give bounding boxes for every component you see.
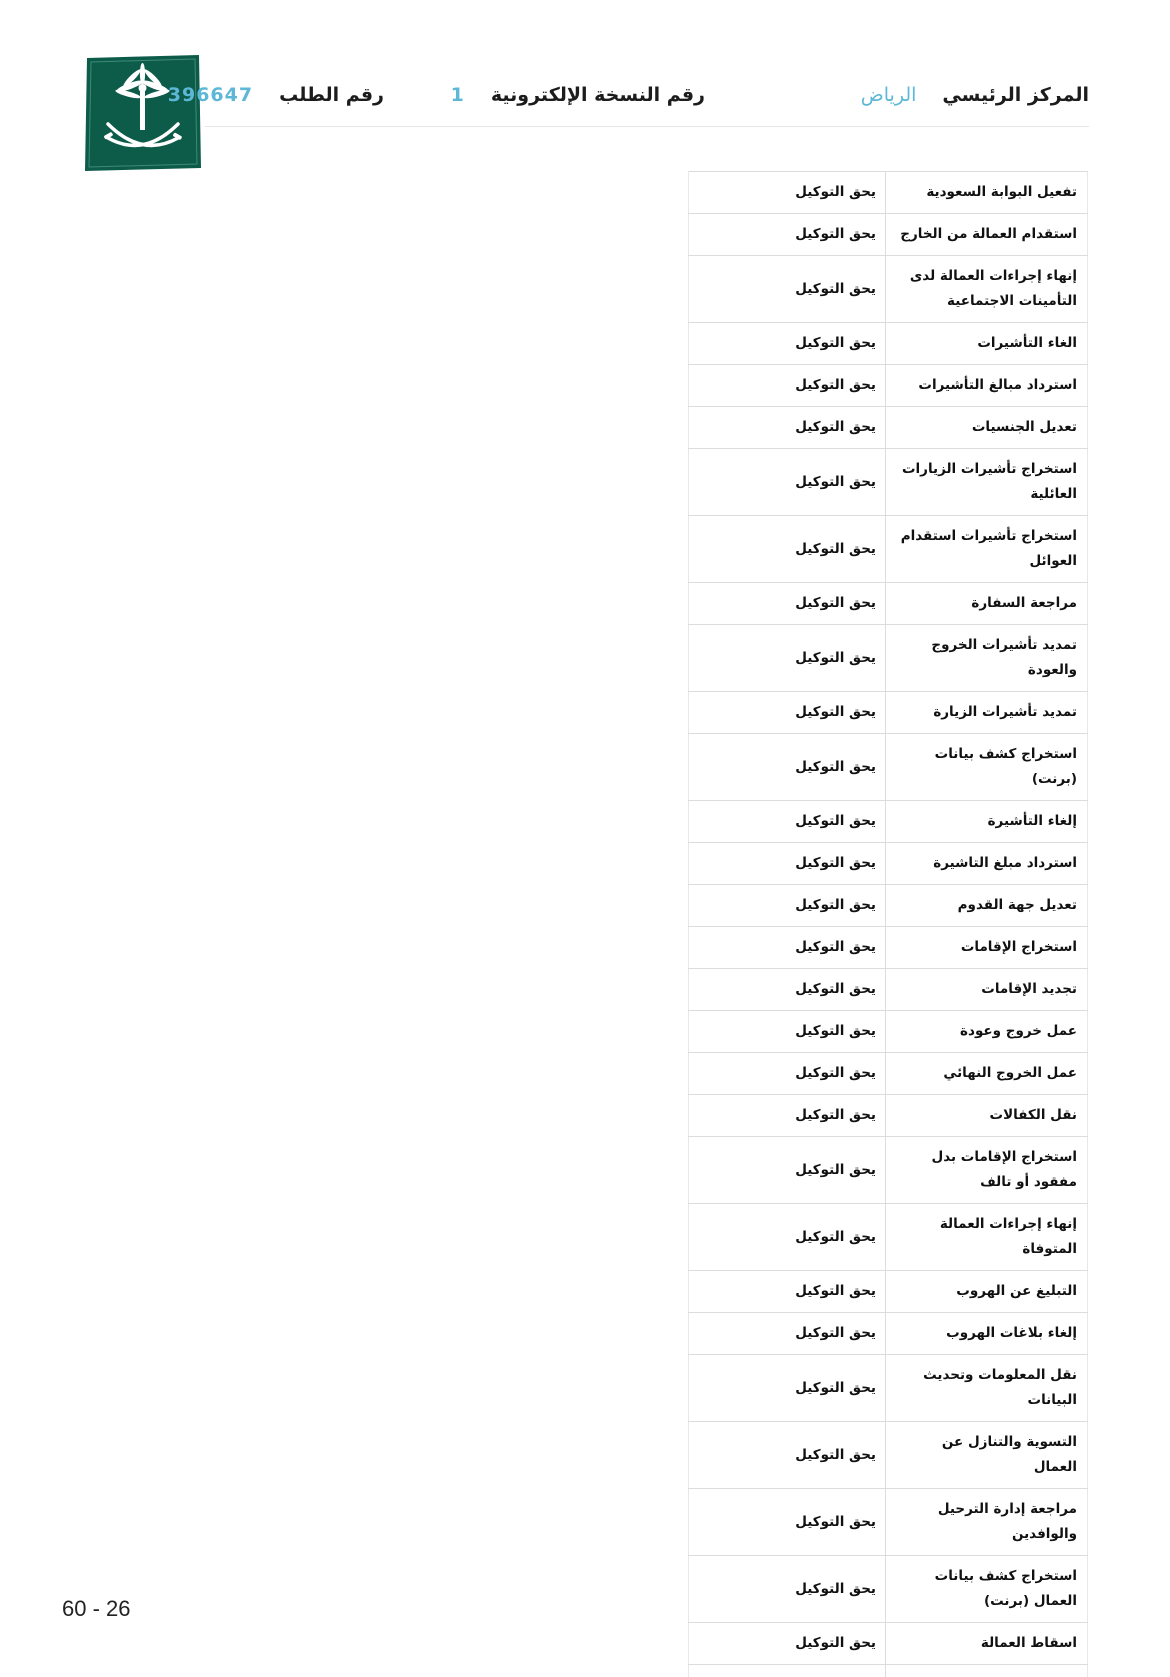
permission-cell: يحق التوكيل <box>689 172 886 214</box>
continuation-row <box>689 1665 1088 1677</box>
request-number-value: 396647 <box>168 84 253 106</box>
permission-cell: يحق التوكيل <box>689 969 886 1011</box>
service-name-cell: مراجعة السفارة <box>886 583 1088 625</box>
table-row <box>689 734 1088 801</box>
service-name-cell: اسقاط العمالة <box>886 1623 1088 1665</box>
page-number: 60 - 26 <box>62 1596 131 1622</box>
service-name-cell: تمديد تأشيرات الزيارة <box>886 692 1088 734</box>
permission-cell: يحق التوكيل <box>689 256 886 323</box>
service-name-cell: استرداد مبلغ التاشيرة <box>886 843 1088 885</box>
table-row <box>689 927 1088 969</box>
permission-cell: يحق التوكيل <box>689 885 886 927</box>
permission-cell: يحق التوكيل <box>689 1623 886 1665</box>
permissions-table-body <box>689 172 1088 1677</box>
service-name-cell: عمل خروج وعودة <box>886 1011 1088 1053</box>
table-row <box>689 214 1088 256</box>
service-name-cell: استخراج تأشيرات الزيارات العائلية <box>886 449 1088 516</box>
table-row <box>689 692 1088 734</box>
table-row <box>689 1204 1088 1271</box>
table-row <box>689 1422 1088 1489</box>
permission-cell: يحق التوكيل <box>689 625 886 692</box>
table-row <box>689 516 1088 583</box>
permission-cell: يحق التوكيل <box>689 214 886 256</box>
table-row <box>689 449 1088 516</box>
table-row <box>689 365 1088 407</box>
permission-cell: يحق التوكيل <box>689 407 886 449</box>
permission-cell: يحق التوكيل <box>689 1313 886 1355</box>
table-row <box>689 969 1088 1011</box>
electronic-copy-value: 1 <box>451 84 465 106</box>
permission-cell: يحق التوكيل <box>689 801 886 843</box>
service-name-cell: استقدام العمالة من الخارج <box>886 214 1088 256</box>
service-name-cell: إنهاء إجراءات العمالة لدى التأمينات الاجتماعية <box>886 256 1088 323</box>
service-name-cell: التسوية والتنازل عن العمال <box>886 1422 1088 1489</box>
table-row <box>689 843 1088 885</box>
table-row <box>689 256 1088 323</box>
table-row <box>689 801 1088 843</box>
table-row <box>689 1053 1088 1095</box>
service-name-cell: استخراج كشف بيانات العمال (برنت) <box>886 1556 1088 1623</box>
permission-cell: يحق التوكيل <box>689 1422 886 1489</box>
electronic-copy-label: رقم النسخة الإلكترونية <box>491 84 705 106</box>
service-name-cell: إلغاء التأشيرة <box>886 801 1088 843</box>
service-name-cell: نقل المعلومات وتحديث البيانات <box>886 1355 1088 1422</box>
service-name-cell: مراجعة إدارة الترحيل والوافدين <box>886 1489 1088 1556</box>
permission-cell: يحق التوكيل <box>689 843 886 885</box>
permission-cell: يحق التوكيل <box>689 1137 886 1204</box>
table-row <box>689 1011 1088 1053</box>
service-name-cell: استخراج كشف بيانات (برنت) <box>886 734 1088 801</box>
service-name-cell: استرداد مبالغ التأشيرات <box>886 365 1088 407</box>
main-center-label: المركز الرئيسي <box>942 84 1089 106</box>
table-row <box>689 1271 1088 1313</box>
table-row <box>689 625 1088 692</box>
service-name-cell: تمديد تأشيرات الخروج والعودة <box>886 625 1088 692</box>
permission-cell: يحق التوكيل <box>689 365 886 407</box>
table-row <box>689 1556 1088 1623</box>
permission-cell: يحق التوكيل <box>689 1355 886 1422</box>
permission-cell: يحق التوكيل <box>689 927 886 969</box>
permission-cell: يحق التوكيل <box>689 1271 886 1313</box>
service-name-cell: التبليغ عن الهروب <box>886 1271 1088 1313</box>
service-name-cell: تعديل جهة القدوم <box>886 885 1088 927</box>
service-name-cell: تجديد الإقامات <box>886 969 1088 1011</box>
permission-cell: يحق التوكيل <box>689 1011 886 1053</box>
table-row <box>689 323 1088 365</box>
permission-cell: يحق التوكيل <box>689 734 886 801</box>
table-row <box>689 1489 1088 1556</box>
service-name-cell: إلغاء بلاغات الهروب <box>886 1313 1088 1355</box>
table-row <box>689 1355 1088 1422</box>
permission-cell: يحق التوكيل <box>689 449 886 516</box>
document-header <box>205 78 1089 127</box>
service-name-cell: إنهاء إجراءات العمالة المتوفاة <box>886 1204 1088 1271</box>
permission-cell: يحق التوكيل <box>689 583 886 625</box>
service-name-cell: استخراج تأشيرات استقدام العوائل <box>886 516 1088 583</box>
permission-cell: يحق التوكيل <box>689 692 886 734</box>
electronic-copy-group <box>451 84 705 106</box>
permission-cell: يحق التوكيل <box>689 1556 886 1623</box>
permission-cell: يحق التوكيل <box>689 323 886 365</box>
permission-cell: يحق التوكيل <box>689 1489 886 1556</box>
permission-cell: يحق التوكيل <box>689 1053 886 1095</box>
permission-cell: يحق التوكيل <box>689 516 886 583</box>
main-center-group <box>861 84 1089 106</box>
saudi-emblem-icon <box>84 54 202 172</box>
request-number-label: رقم الطلب <box>279 84 384 106</box>
service-name-cell: نقل الكفالات <box>886 1095 1088 1137</box>
continuation-cell <box>689 1665 886 1677</box>
table-row <box>689 1623 1088 1665</box>
table-row <box>689 885 1088 927</box>
continuation-cell <box>886 1665 1088 1677</box>
permissions-table <box>688 171 1088 1677</box>
service-name-cell: الغاء التأشيرات <box>886 323 1088 365</box>
service-name-cell: تعديل الجنسيات <box>886 407 1088 449</box>
table-row <box>689 407 1088 449</box>
table-row <box>689 1095 1088 1137</box>
table-row <box>689 583 1088 625</box>
permission-cell: يحق التوكيل <box>689 1095 886 1137</box>
request-number-group <box>168 84 384 106</box>
service-name-cell: تفعيل البوابة السعودية <box>886 172 1088 214</box>
service-name-cell: استخراج الإقامات بدل مفقود أو تالف <box>886 1137 1088 1204</box>
main-center-value: الرياض <box>861 84 917 106</box>
table-row <box>689 1313 1088 1355</box>
table-row <box>689 172 1088 214</box>
service-name-cell: عمل الخروج النهائي <box>886 1053 1088 1095</box>
permission-cell: يحق التوكيل <box>689 1204 886 1271</box>
table-row <box>689 1137 1088 1204</box>
service-name-cell: استخراج الإقامات <box>886 927 1088 969</box>
